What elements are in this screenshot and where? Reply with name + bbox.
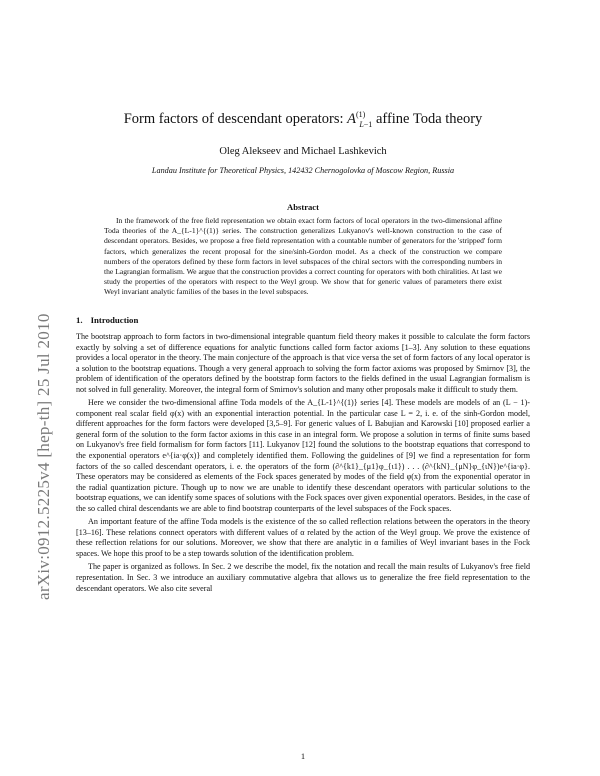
authors: Oleg Alekseev and Michael Lashkevich [219, 146, 387, 157]
paper-title-text: Form factors of descendant operators: $A^{(1)}_{L-1}$ affine Toda theory [123, 110, 483, 129]
section-heading [76, 315, 138, 325]
arxiv-identifier: arXiv:0912.5225v4 [hep-th] 25 Jul 2010 [34, 313, 53, 600]
abstract-body: In the framework of the free field representation we obtain exact form factors of local operators in the two-dimensional affine Toda theories of the A_{L-1}^{(1)} series. The construction generalizes Lukyanov's well-known construction to the case of descendant operators. Besides, we propose a free field representation with a countable number of generators for the 'stripped' form factors, which generalizes the recent proposal for the sine/sinh-Gordon model. As a check of the construction we compare numbers of the operators defined by these form factors in level subspaces of the chiral sectors with the corresponding numbers in the Lagrangian formalism. We argue that the construction provides a correct counting for operators with both chiralities. At last we study the properties of the operators with respect to the Weyl group. We show that for generic values of parameters there exist Weyl invariant analytic families of the bases in the level subspaces. [104, 216, 502, 297]
abstract-heading: Abstract [287, 202, 319, 212]
section-body [76, 332, 530, 597]
paper-title [76, 106, 530, 134]
paragraph: The paper is organized as follows. In Sec. 2 we describe the model, fix the notation and recall the main results of Lukyanov's free field representation. In Sec. 3 we introduce an auxiliary commutative algebra that allows us to generalize the free field representation to the descendant operators. We also cite several [76, 562, 530, 593]
section-number: 1. [76, 315, 83, 325]
page-number: 1 [300, 751, 306, 761]
paragraph: The bootstrap approach to form factors in two-dimensional integrable quantum field theory makes it possible to calculate the form factors exactly by solving a set of difference equations for analytic functions called form factor axioms [1–3]. Any solution to these equations provides a local operator in the theory. The main conjecture of the approach is that vice versa the set of form factors of any local operator is a solution to the bootstrap equations. Though a very general approach to solving the form factor axioms was proposed by Smirnov [3], the problem of identification of the operators defined by the bootstrap form factors to the fields defined in the usual Lagrangian formalism is not solved in full generality. Moreover, the integral form of Smirnov's solution and many other proposals make it difficult to study them. [76, 332, 530, 394]
section-title: Introduction [90, 315, 139, 325]
paragraph: An important feature of the affine Toda models is the existence of the so called reflection relations between the operators in the theory [13–16]. These relations connect operators with different values of α related by the action of the Weyl group. We prove the existence of these reflection relations for our solutions. Moreover, we show that there are analytic in α families of Weyl invariant bases in the Fock spaces. We hope this proof to be a step towards solution of the identification problem. [76, 517, 530, 558]
affiliation: Landau Institute for Theoretical Physics, 142432 Chernogolovka of Moscow Region, Russia [151, 166, 455, 175]
paragraph: Here we consider the two-dimensional affine Toda models of the A_{L-1}^{(1)} series [4]. These models are models of an (L − 1)-component real scalar field φ(x) with an exponential interaction potential. In the particular case L = 2, i. e. of the sinh-Gordon model, different approaches for the form factors were developed [3,5–9]. For generic values of L Babujian and Karowski [10] proposed earlier a general form of the solution to the form factor axioms in this case in an integral form. We propose a solution in terms of finite sums based on Lukyanov's free field formalism for form factors [11]. Lukyanov [12] found the solutions to the bootstrap equations that correspond to the exponential operators e^{ia·φ(x)} and completely identified them. Following the guidelines of [9] we find a representation for form factors of the so called descendant operators, i. e. the operators of the form (∂^{k1}_{μ1}φ_{ι1}) . . . (∂^{kN}_{μN}φ_{ιN})e^{ia·φ}. These operators may be considered as elements of the Fock spaces generated by modes of the field φ(x) from the exponential operator in the radial quantization picture. Though up to now we are unable to identify these descendant operators with particular solutions to the bootstrap equations, we can identify some spaces of solutions with the Fock spaces over given exponential operators. Besides, in the case of the so called chiral descendants we are able to find bootstrap counterparts of the level subspaces of the Fock spaces. [76, 398, 530, 513]
